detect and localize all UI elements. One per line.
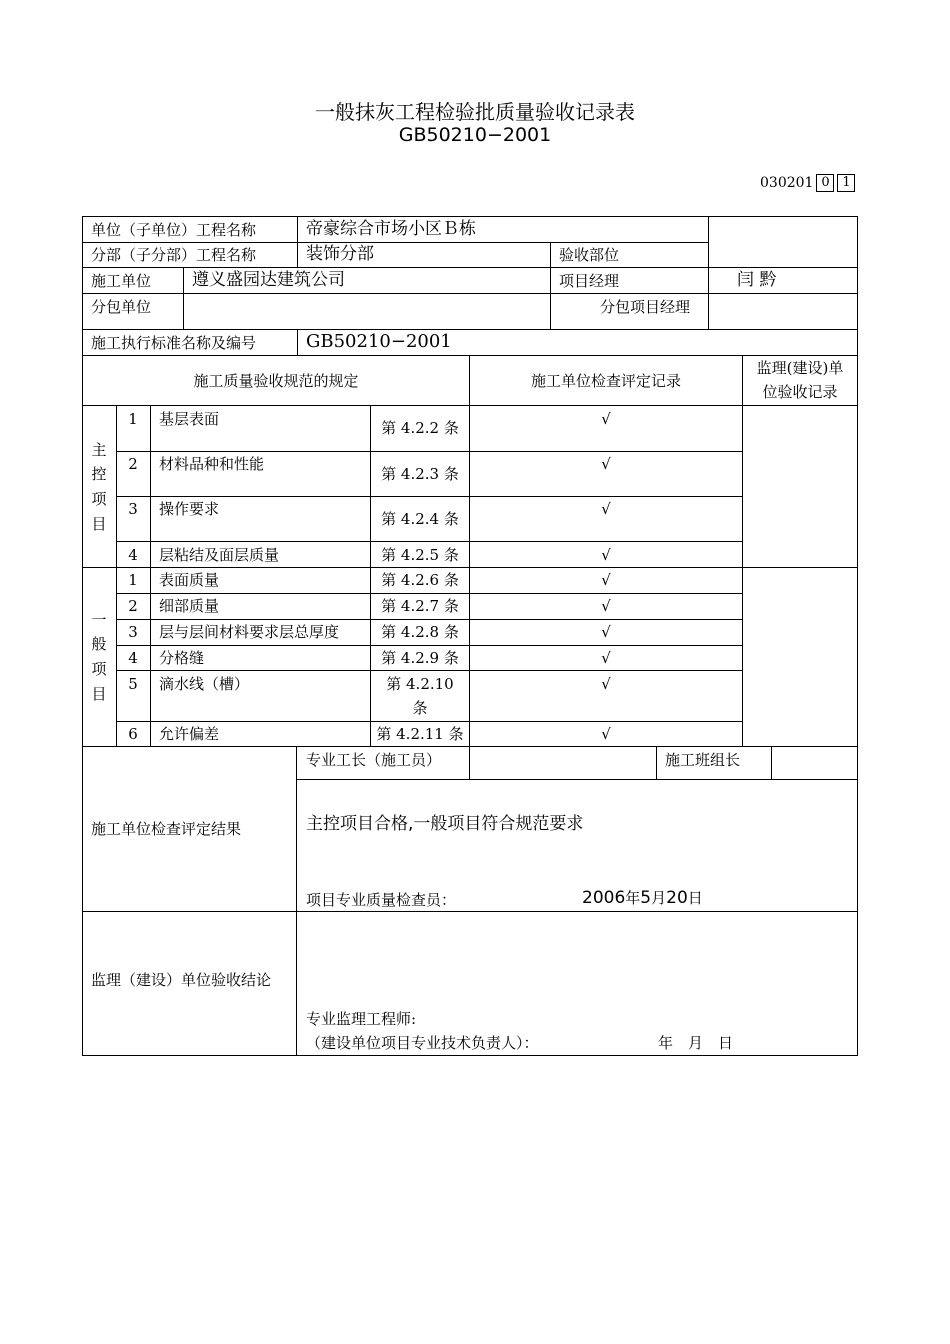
exec-standard-label: 施工执行标准名称及编号	[91, 334, 257, 352]
foreman-label: 专业工长（施工员）	[306, 751, 442, 769]
inspection-date: 2006年5月20日	[582, 888, 703, 908]
inspector-label: 项目专业质量检查员：	[306, 891, 457, 909]
form-code-box-2: 1	[837, 174, 855, 192]
contractor-label: 施工单位	[91, 272, 152, 290]
owner-tech-lead-label: （建设单位项目专业技术负责人）：	[306, 1034, 539, 1052]
sub-pm-label: 分包项目经理	[600, 298, 691, 316]
unit-project-label: 单位（子单位）工程名称	[91, 221, 257, 239]
result-section-label: 施工单位检查评定结果	[91, 820, 242, 838]
form-code-box-1: 0	[816, 174, 834, 192]
contractor-value: 遵义盛园达建筑公司	[192, 270, 345, 290]
col-spec-header: 施工质量验收规范的规定	[193, 372, 359, 390]
acceptance-part-label: 验收部位	[559, 246, 620, 264]
supervising-engineer-label: 专业监理工程师:	[306, 1010, 417, 1028]
form-code	[760, 174, 855, 192]
subcontractor-label: 分包单位	[91, 298, 152, 316]
col-supervisor-header-1: 监理(建设)单	[756, 359, 844, 377]
col-contractor-header: 施工单位检查评定记录	[530, 372, 681, 390]
supervision-date: 年 月 日	[658, 1034, 734, 1052]
exec-standard-value: GB50210−2001	[306, 331, 452, 352]
sub-project-label: 分部（子分部）工程名称	[91, 246, 257, 264]
team-leader-label: 施工班组长	[665, 751, 741, 769]
page-title: 一般抹灰工程检验批质量验收记录表	[315, 100, 635, 124]
project-manager-value: 闫 黔	[737, 270, 777, 290]
supervision-section-label: 监理（建设）单位验收结论	[91, 971, 272, 989]
sub-project-value: 装饰分部	[306, 244, 374, 264]
project-manager-label: 项目经理	[559, 272, 620, 290]
conclusion-text: 主控项目合格,一般项目符合规范要求	[306, 814, 584, 834]
form-code-prefix: 030201	[760, 175, 814, 191]
page-subtitle: GB50210−2001	[398, 124, 552, 146]
unit-project-value: 帝豪综合市场小区Ｂ栋	[306, 219, 476, 239]
col-supervisor-header-2: 位验收记录	[762, 383, 838, 401]
